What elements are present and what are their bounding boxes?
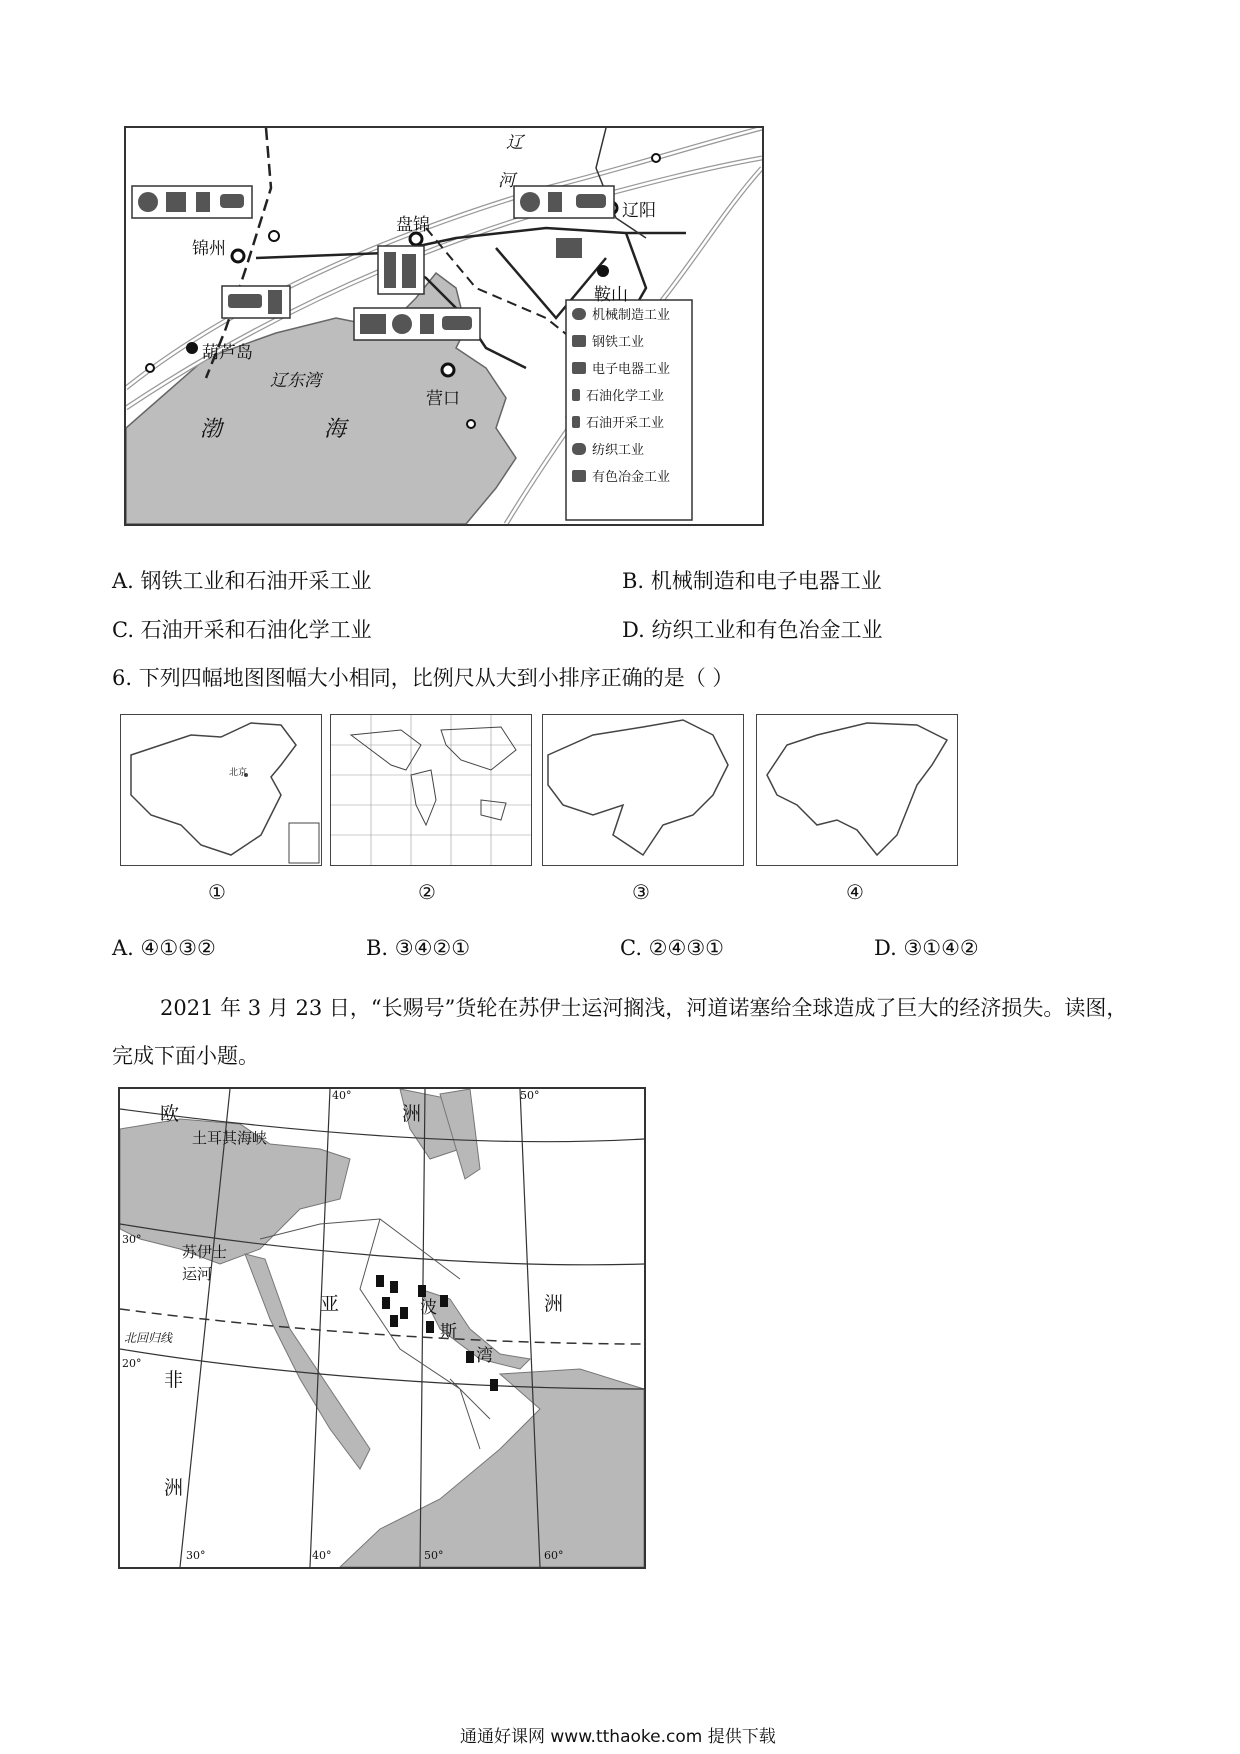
legend-item: 石油化学工业	[572, 385, 664, 404]
lon-label-60: 60°	[544, 1549, 564, 1562]
province-outline-graphic	[543, 715, 743, 865]
city-anshan: 鞍山	[594, 285, 628, 305]
sea-label-2: 海	[324, 417, 347, 442]
liaoning-map-graphics	[126, 128, 762, 524]
suez-gulf-map	[118, 1087, 646, 1569]
label-turkish-straits: 土耳其海峡	[192, 1129, 268, 1147]
q6-option-b: B. ③④②①	[366, 936, 471, 960]
q6-option-a: A. ④①③②	[112, 936, 216, 960]
label-asia-2: 洲	[544, 1293, 564, 1315]
label-asia-1: 亚	[320, 1293, 340, 1315]
q5-option-a: A. 钢铁工业和石油开采工业	[112, 569, 372, 593]
map-label-3: ③	[632, 880, 650, 904]
map-thumb-world	[330, 714, 532, 866]
legend-item: 石油开采工业	[572, 412, 664, 431]
map-label-4: ④	[846, 880, 864, 904]
map-thumb-china	[120, 714, 322, 866]
legend-item: 有色冶金工业	[572, 466, 670, 485]
label-europe-1: 欧	[160, 1103, 180, 1125]
map-thumb-province	[542, 714, 744, 866]
page-footer: 通通好课网 www.tthaoke.com 提供下载	[460, 1727, 776, 1747]
city-jinzhou: 锦州	[192, 239, 226, 259]
metal-ingot-icon	[572, 470, 586, 482]
monitor-icon	[572, 362, 586, 374]
city-liaoyang: 辽阳	[622, 201, 656, 221]
suez-map-graphics	[120, 1089, 644, 1567]
label-persian-gulf-3: 湾	[476, 1346, 493, 1366]
passage-line-2: 完成下面小题。	[112, 1044, 259, 1068]
oil-derrick-icon	[572, 416, 580, 428]
lat-label-30: 30°	[122, 1233, 142, 1246]
map-label-1: ①	[208, 880, 226, 904]
map-thumb-asia	[756, 714, 958, 866]
label-persian-gulf-2: 斯	[440, 1322, 457, 1342]
city-panjin: 盘锦	[396, 215, 430, 235]
legend-item: 电子电器工业	[572, 358, 670, 377]
legend-item: 纺织工业	[572, 439, 644, 458]
q6-stem: 6. 下列四幅地图图幅大小相同，比例尺从大到小排序正确的是（ ）	[112, 666, 734, 690]
top-lon-label-40: 40°	[332, 1089, 352, 1102]
lon-label-30: 30°	[186, 1549, 206, 1562]
label-africa-2: 洲	[164, 1477, 184, 1499]
gear-icon	[572, 308, 586, 320]
q6-option-c: C. ②④③①	[620, 936, 724, 960]
steel-icon	[572, 335, 586, 347]
city-huludao: 葫芦岛	[202, 343, 253, 363]
liaoning-industry-map	[124, 126, 764, 526]
label-persian-gulf-1: 波	[420, 1298, 437, 1318]
label-suez: 苏伊士	[182, 1243, 228, 1261]
q5-option-c: C. 石油开采和石油化学工业	[112, 618, 372, 642]
label-europe-2: 洲	[402, 1103, 422, 1125]
textile-icon	[572, 443, 586, 455]
lon-label-50: 50°	[424, 1549, 444, 1562]
legend-item: 钢铁工业	[572, 331, 644, 350]
passage-line-1: 2021 年 3 月 23 日，“长赐号”货轮在苏伊士运河搁浅，河道诺塞给全球造成了巨大的经济损失。读图，	[160, 996, 1128, 1020]
q5-option-b: B. 机械制造和电子电器工业	[622, 569, 882, 593]
chemical-tank-icon	[572, 389, 580, 401]
world-outline-graphic	[331, 715, 531, 865]
asia-outline-graphic	[757, 715, 957, 865]
top-lon-label-50: 50°	[520, 1089, 540, 1102]
sea-label-1: 渤	[200, 417, 223, 442]
legend-item: 机械制造工业	[572, 304, 670, 323]
lat-label-20: 20°	[122, 1357, 142, 1370]
label-tropic-cancer: 北回归线	[124, 1331, 173, 1345]
beijing-label: 北京	[229, 768, 248, 778]
q5-option-d: D. 纺织工业和有色冶金工业	[622, 618, 883, 642]
q6-option-d: D. ③①④②	[874, 936, 979, 960]
china-outline-graphic	[121, 715, 321, 865]
label-canal: 运河	[182, 1265, 213, 1283]
lon-label-40: 40°	[312, 1549, 332, 1562]
map-label-2: ②	[418, 880, 436, 904]
bay-label: 辽东湾	[270, 371, 321, 391]
river-label-2: 河	[498, 171, 515, 191]
river-label-1: 辽	[506, 133, 523, 153]
city-yingkou: 营口	[426, 389, 460, 409]
label-africa-1: 非	[164, 1369, 184, 1391]
